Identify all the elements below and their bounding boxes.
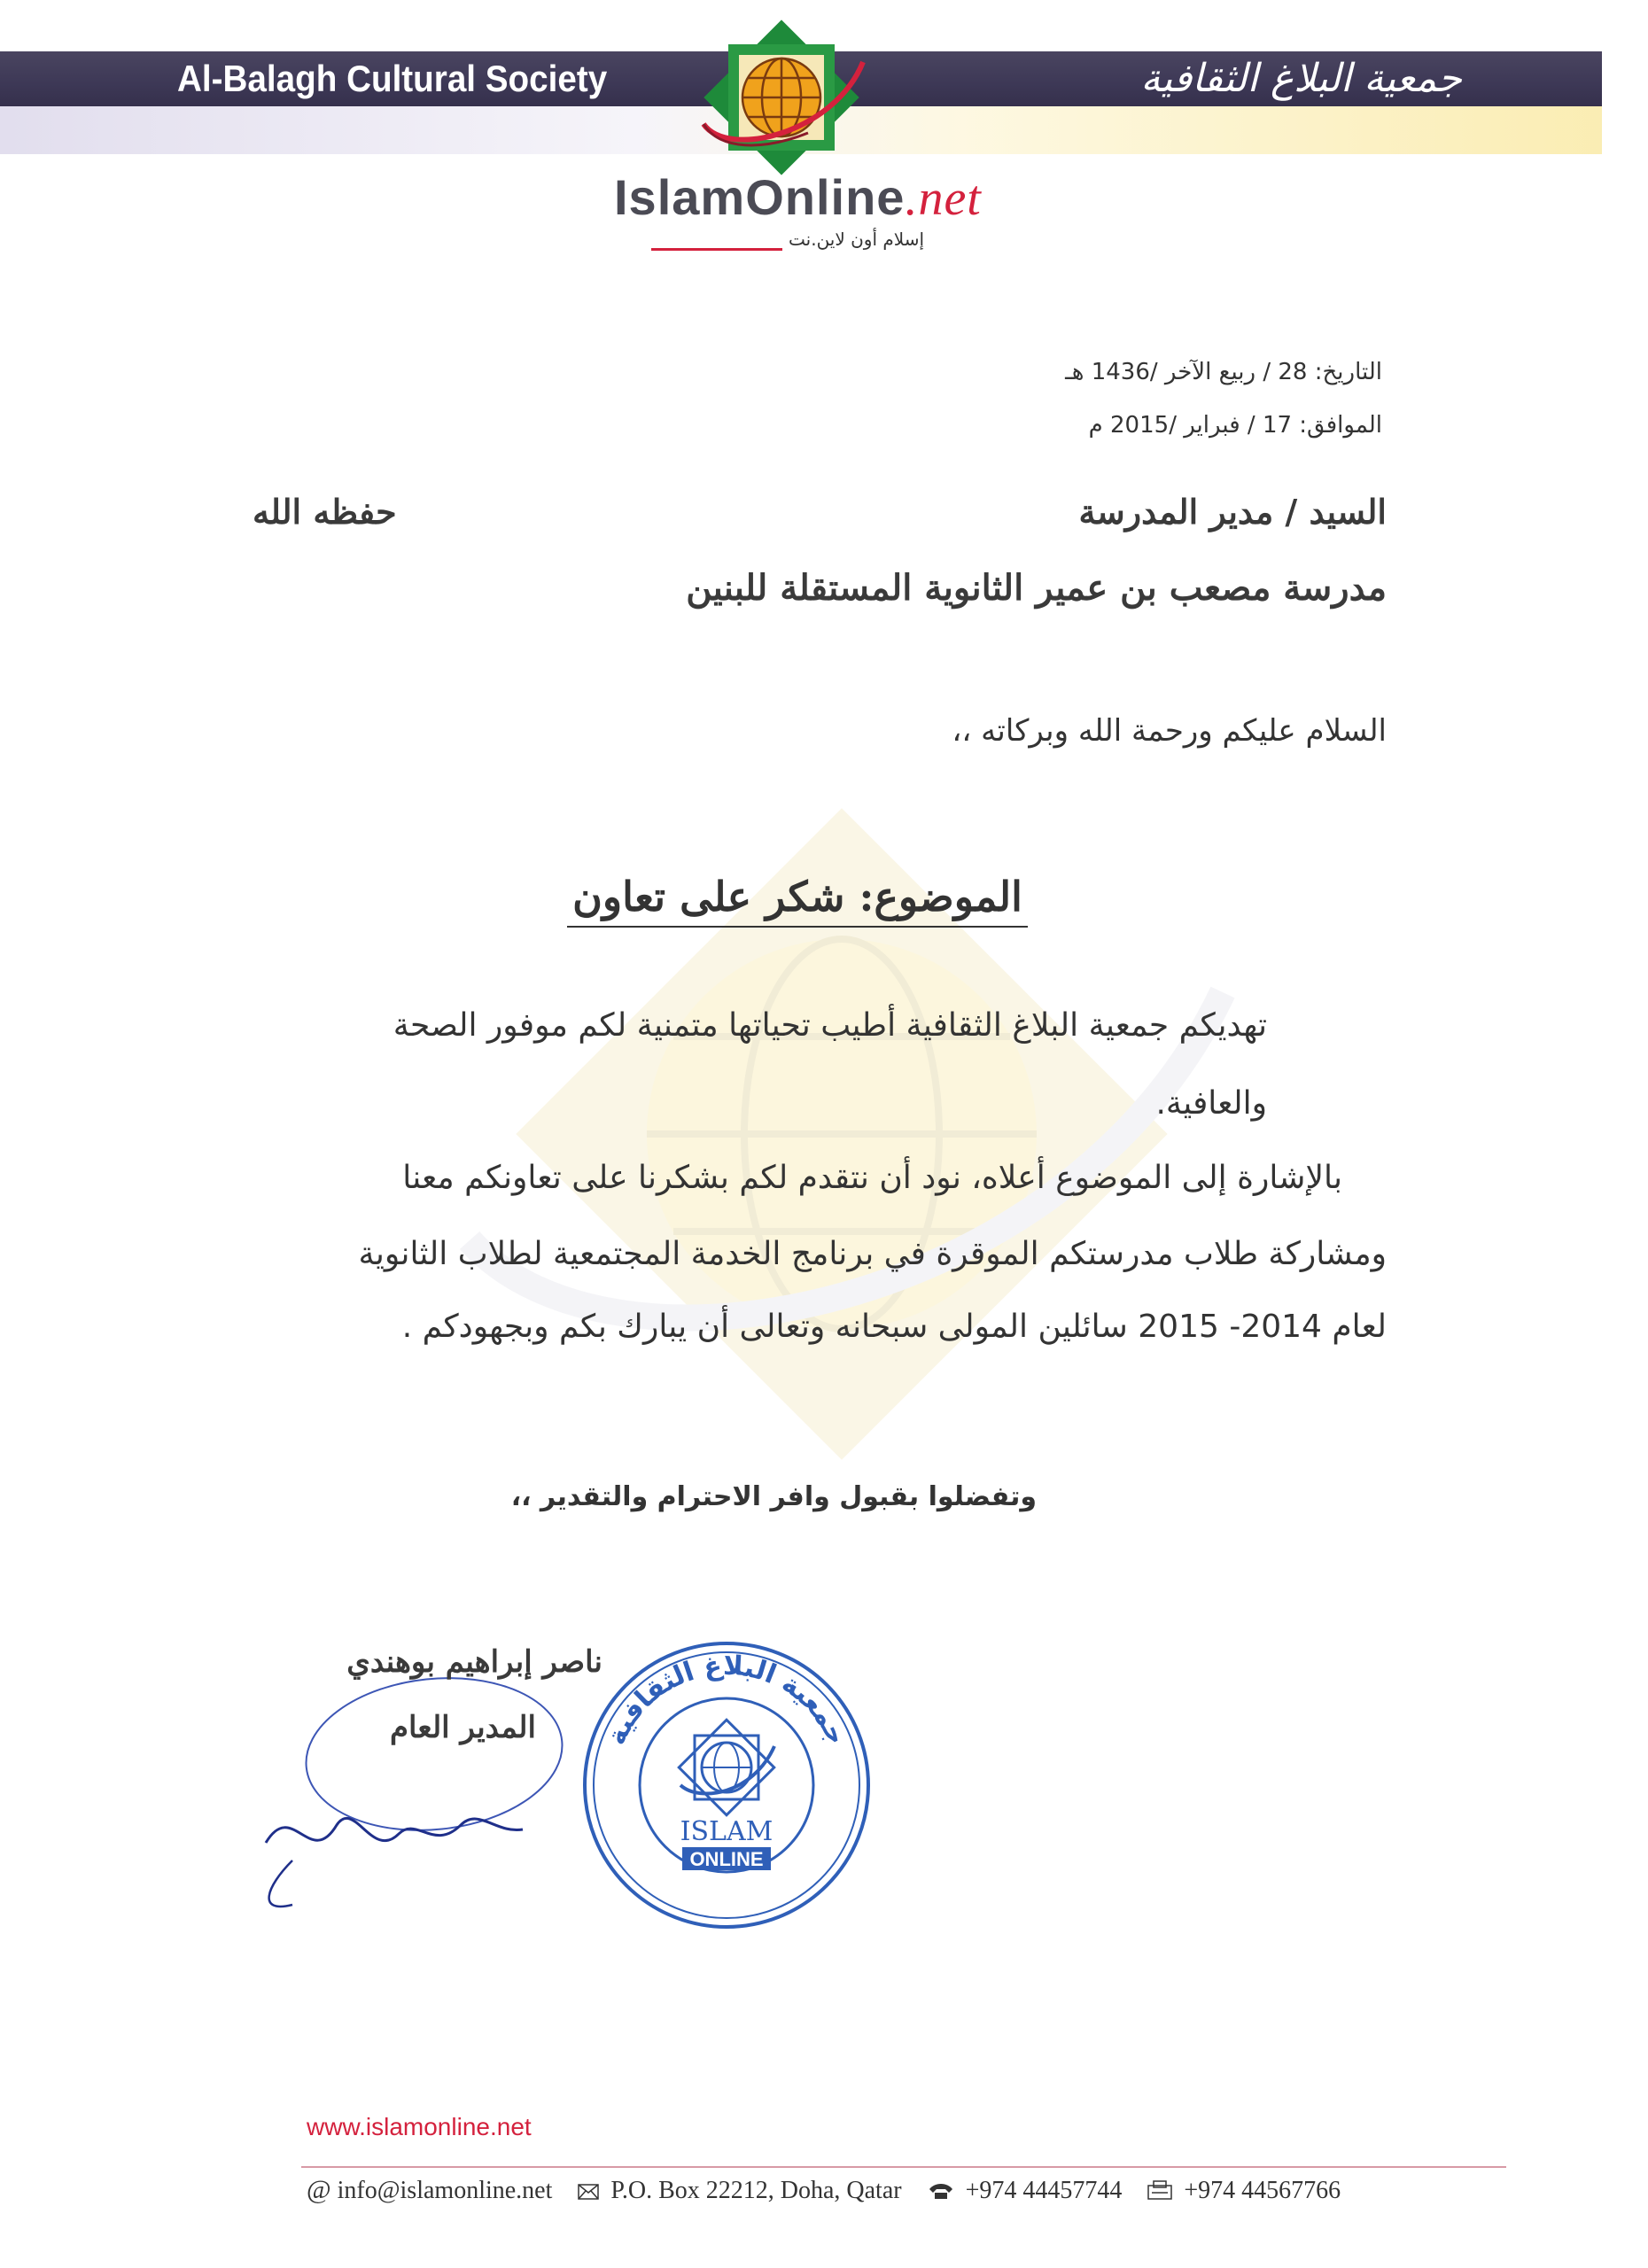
- official-stamp: [576, 1635, 877, 1936]
- mail-icon: [578, 2179, 599, 2207]
- at-icon: @: [307, 2175, 331, 2204]
- date-hijri: التاريخ: 28 / ربيع الآخر /1436 هـ: [1065, 359, 1382, 385]
- footer-email[interactable]: info@islamonline.net: [337, 2177, 553, 2204]
- paragraph1-line2: والعافية.: [1155, 1085, 1267, 1122]
- phone-icon: [928, 2179, 954, 2207]
- signatory-name: ناصر إبراهيم بوهندي: [346, 1644, 602, 1680]
- subject-underline: [567, 926, 1028, 928]
- handwritten-signature: [266, 1818, 523, 1843]
- brand-suffix: .net: [905, 171, 982, 226]
- paragraph2-line3: لعام 2014- 2015 سائلين المولى سبحانه وتعالى أن يبارك بكم وبجهودكم .: [401, 1309, 1387, 1345]
- globe-logo-icon: [693, 18, 870, 177]
- society-name-english: Al-Balagh Cultural Society: [177, 58, 608, 99]
- fax-icon: [1147, 2179, 1172, 2207]
- stamp-logo-text-2: ONLINE: [689, 1848, 764, 1870]
- brand-underline: [651, 248, 782, 251]
- greeting: السلام عليكم ورحمة الله وبركاته ،،: [952, 713, 1387, 749]
- date-gregorian: الموافق: 17 / فبراير /2015 م: [1088, 412, 1382, 439]
- subject: الموضوع: شكر على تعاون: [572, 873, 1022, 920]
- footer-url[interactable]: www.islamonline.net: [307, 2113, 532, 2140]
- signature-block: [239, 1644, 602, 1922]
- footer-pobox-item: [578, 2177, 907, 2204]
- footer-email-item: [307, 2177, 558, 2204]
- footer-pobox: P.O. Box 22212, Doha, Qatar: [610, 2177, 902, 2204]
- brand-logotype: [614, 168, 986, 227]
- signatory-title: المدير العام: [390, 1710, 536, 1745]
- footer-contacts: [307, 2175, 1360, 2207]
- footer-fax-item: [1147, 2177, 1341, 2204]
- footer-fax[interactable]: +974 44567766: [1184, 2177, 1341, 2204]
- school-name: مدرسة مصعب بن عمير الثانوية المستقلة للبنين: [686, 567, 1387, 609]
- footer-divider: [301, 2166, 1506, 2168]
- paragraph1-line1: تهديكم جمعية البلاغ الثقافية أطيب تحياتها متمنية لكم موفور الصحة: [393, 1007, 1267, 1044]
- paragraph2-line2: ومشاركة طلاب مدرستكم الموقرة في برنامج الخدمة المجتمعية لطلاب الثانوية: [358, 1236, 1387, 1272]
- society-name-arabic: جمعية البلاغ الثقافية: [1140, 56, 1462, 101]
- signature-loop: [299, 1666, 570, 1842]
- footer-phone-item: [928, 2177, 1129, 2204]
- addressee-honorific: حفظه الله: [253, 492, 397, 532]
- stamp-logo-icon: [679, 1720, 774, 1814]
- paragraph2-line1: بالإشارة إلى الموضوع أعلاه، نود أن نتقدم لكم بشكرنا على تعاونكم معنا: [402, 1160, 1342, 1196]
- subject-block: [567, 873, 1028, 928]
- addressee-title: السيد / مدير المدرسة: [1078, 492, 1387, 532]
- brand-main: IslamOnline: [614, 169, 906, 225]
- brand-arabic: إسلام أون لاين.نت: [789, 229, 925, 250]
- stamp-ring-text: جمعية البلاغ الثقافية: [600, 1650, 853, 1750]
- closing: وتفضلوا بقبول وافر الاحترام والتقدير ،،: [510, 1481, 1037, 1512]
- stamp-logo-text-1: ISLAM: [680, 1816, 773, 1847]
- footer-phone[interactable]: +974 44457744: [965, 2177, 1123, 2204]
